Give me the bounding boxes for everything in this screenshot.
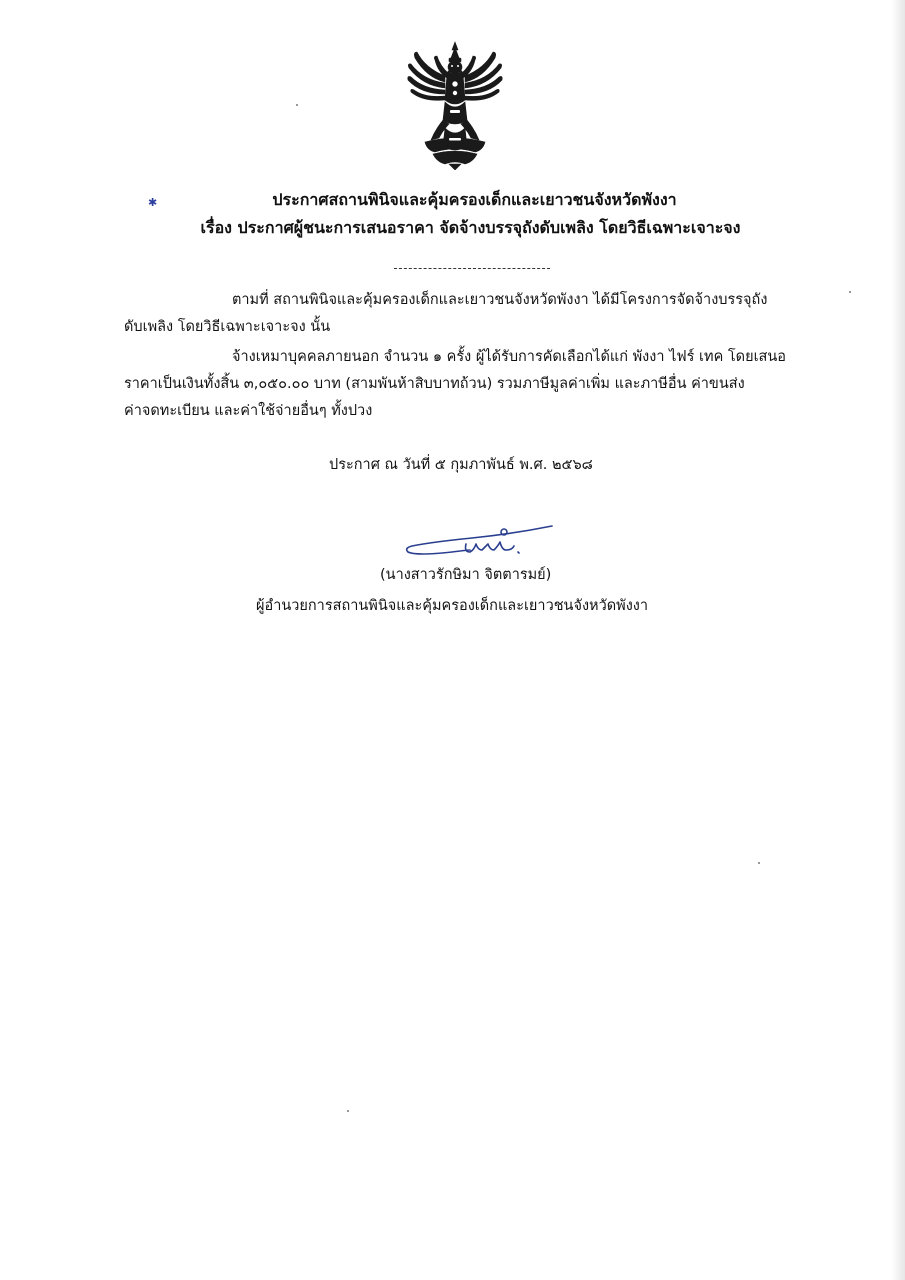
scan-speck — [849, 291, 851, 293]
announcement-subject: เรื่อง ประกาศผู้ชนะการเสนอราคา จัดจ้างบรรจุถังดับเพลิง โดยวิธีเฉพาะเจาะจง — [200, 218, 741, 237]
signer-name: (นางสาวรักษิมา จิตตารมย์) — [380, 567, 552, 583]
scan-speck — [758, 862, 760, 864]
scan-speck — [347, 1110, 349, 1112]
separator-line — [394, 268, 550, 269]
garuda-emblem-icon — [405, 38, 505, 170]
body-paragraph-2-line-1: จ้างเหมาบุคคลภายนอก จำนวน ๑ ครั้ง ผู้ได้รับการคัดเลือกได้แก่ พังงา ไฟร์ เทค โดยเสนอ — [232, 349, 787, 365]
body-paragraph-1-line-1: ตามที่ สถานพินิจและคุ้มครองเด็กและเยาวชนจังหวัดพังงา ได้มีโครงการจัดจ้างบรรจุถัง — [232, 292, 768, 308]
announcement-date: ประกาศ ณ วันที่ ๕ กุมภาพันธ์ พ.ศ. ๒๕๖๘ — [329, 457, 593, 473]
body-paragraph-2-line-3: ค่าจดทะเบียน และค่าใช้จ่ายอื่นๆ ทั้งปวง — [124, 403, 373, 419]
handwritten-signature — [402, 520, 554, 560]
body-paragraph-1-line-2: ดับเพลิง โดยวิธีเฉพาะเจาะจง นั้น — [124, 319, 331, 335]
signer-position: ผู้อำนวยการสถานพินิจและคุ้มครองเด็กและเยาวชนจังหวัดพังงา — [256, 598, 649, 614]
scan-speck — [296, 104, 298, 106]
body-paragraph-2-line-2: ราคาเป็นเงินทั้งสิ้น ๓,๐๕๐.๐๐ บาท (สามพันห้าสิบบาทถ้วน) รวมภาษีมูลค่าเพิ่ม และภาษีอื่น ค่าขนส่ง — [124, 376, 745, 392]
announcement-title: ประกาศสถานพินิจและคุ้มครองเด็กและเยาวชนจังหวัดพังงา — [272, 190, 677, 209]
blue-ink-mark: ✱ — [148, 196, 158, 209]
